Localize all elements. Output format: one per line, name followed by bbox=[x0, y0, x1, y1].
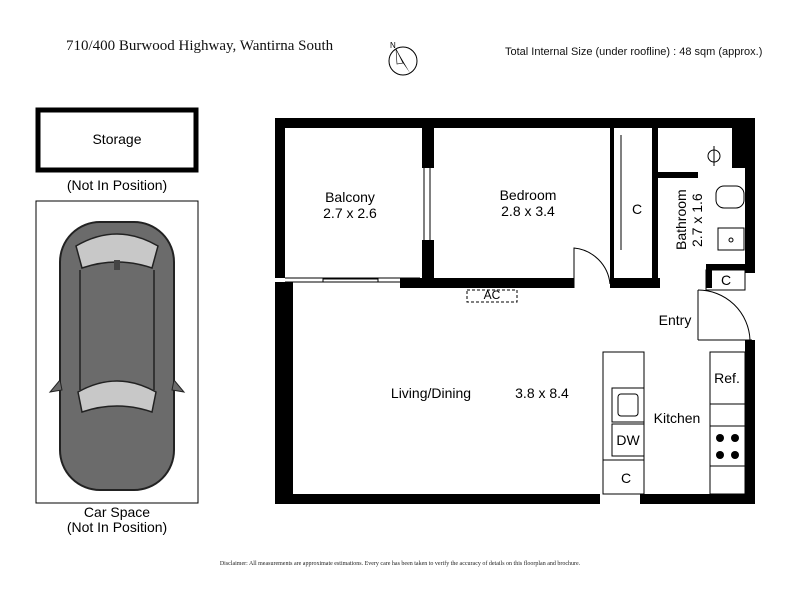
dishwasher-label: DW bbox=[616, 432, 640, 448]
bathroom-dims: 2.7 x 1.6 bbox=[689, 193, 705, 247]
cooktop-icon bbox=[710, 426, 745, 466]
toilet-icon bbox=[716, 186, 744, 208]
storage-note: (Not In Position) bbox=[66, 177, 168, 193]
storage-label: Storage bbox=[92, 131, 142, 147]
car-space-note: (Not In Position) bbox=[66, 519, 168, 535]
cooktop-burners bbox=[716, 434, 739, 459]
balcony-name: Balcony bbox=[325, 189, 375, 205]
storage-area bbox=[38, 110, 196, 193]
car-space bbox=[36, 201, 198, 535]
property-address: 710/400 Burwood Highway, Wantirna South bbox=[66, 38, 334, 54]
car-space-label: Car Space bbox=[83, 504, 151, 520]
kitchen-name: Kitchen bbox=[653, 410, 701, 426]
basin-icon bbox=[718, 228, 744, 250]
bedroom-cupboard-label: C bbox=[631, 201, 643, 217]
sink-icon bbox=[612, 388, 644, 422]
entry-cupboard-label: C bbox=[720, 272, 732, 288]
bedroom-name: Bedroom bbox=[499, 187, 557, 203]
disclaimer: Disclaimer: All measurements are approximate estimations. Every care has been taken to verify the accuracy of details on this floorplan and brochure. bbox=[219, 561, 581, 567]
north-compass-icon bbox=[389, 41, 417, 75]
walls bbox=[275, 118, 755, 504]
bathroom-name: Bathroom bbox=[673, 189, 689, 250]
internal-size-note: Total Internal Size (under roofline) : 48 sqm (approx.) bbox=[505, 46, 763, 58]
living-name: Living/Dining bbox=[390, 385, 472, 401]
ac-label: AC bbox=[483, 288, 501, 302]
living-dims: 3.8 x 8.4 bbox=[515, 385, 569, 401]
car-icon bbox=[50, 222, 184, 490]
compass-north-label: N bbox=[390, 41, 396, 50]
fridge-label: Ref. bbox=[714, 370, 740, 386]
kitchen-cupboard-label: C bbox=[620, 470, 632, 486]
bedroom-dims: 2.8 x 3.4 bbox=[501, 203, 555, 219]
balcony-dims: 2.7 x 2.6 bbox=[323, 205, 377, 221]
entry-name: Entry bbox=[658, 312, 692, 328]
